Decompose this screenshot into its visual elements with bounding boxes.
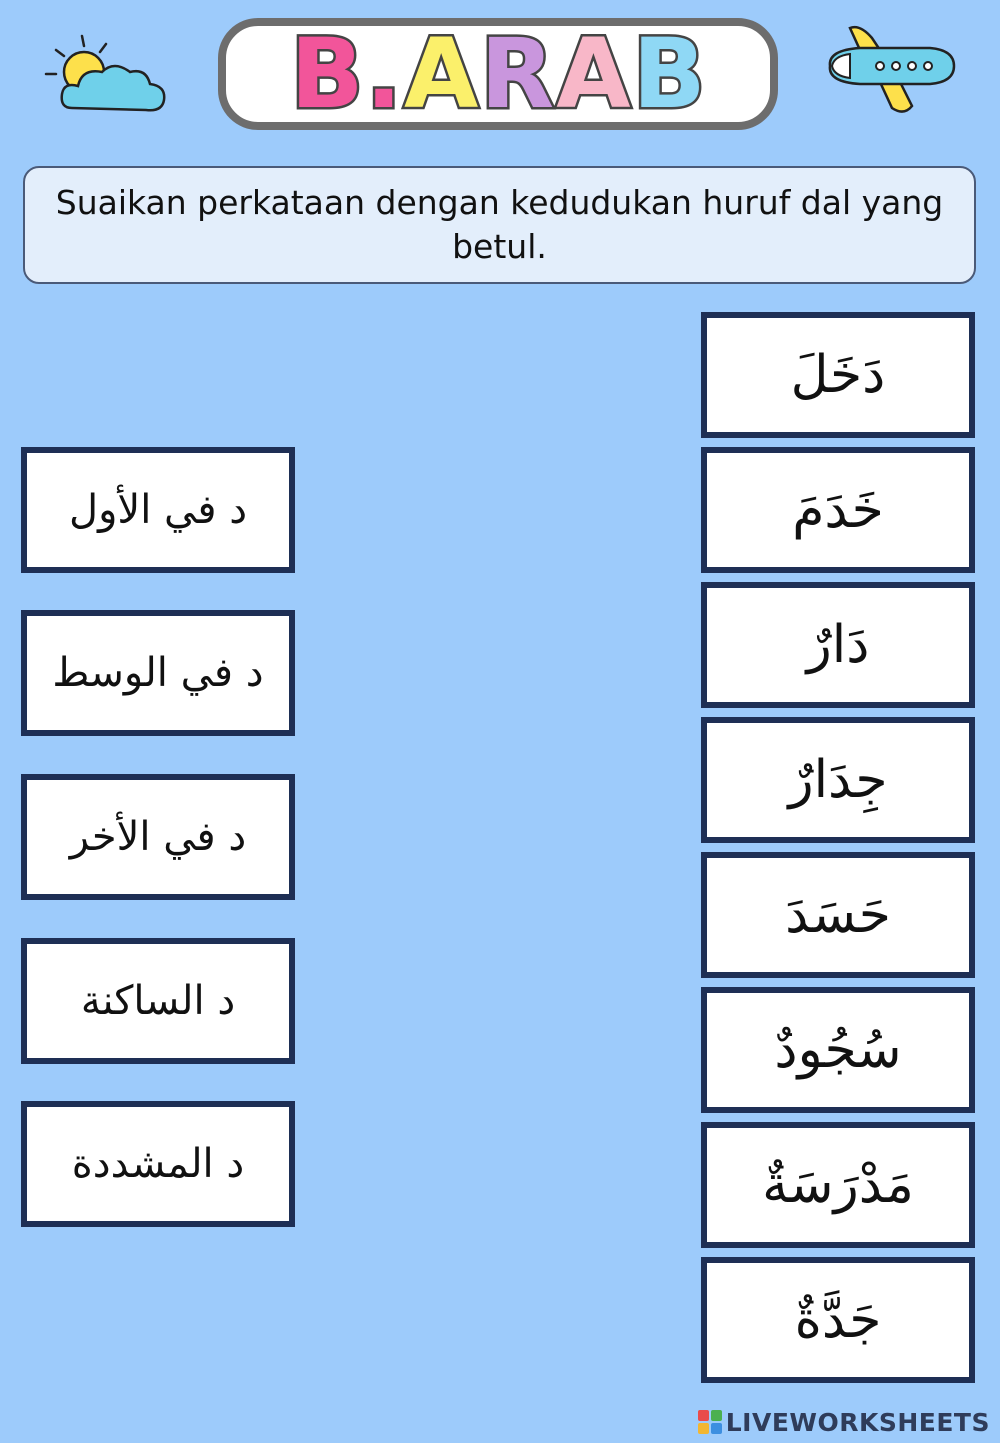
title-letter: B <box>290 18 364 130</box>
title-letter: R <box>480 18 555 130</box>
liveworksheets-brand[interactable] <box>698 1406 990 1438</box>
word-label: جِدَارٌ <box>788 750 888 810</box>
instruction-text: Suaikan perkataan dengan kedudukan huruf dal yang betul. <box>55 183 944 266</box>
category-label: د في الأول <box>69 487 248 533</box>
word-label: جَدَّةٌ <box>794 1290 882 1350</box>
title-letter: . <box>365 18 402 130</box>
category-label: د في الأخر <box>69 814 247 860</box>
word-label: مَدْرَسَةٌ <box>762 1155 914 1215</box>
category-card-middle[interactable] <box>21 610 295 736</box>
word-card[interactable] <box>701 987 975 1113</box>
word-card[interactable] <box>701 582 975 708</box>
word-label: دَخَلَ <box>790 345 886 405</box>
word-card[interactable] <box>701 312 975 438</box>
title-banner <box>218 18 778 130</box>
title-letter: A <box>556 18 631 130</box>
category-card-first[interactable] <box>21 447 295 573</box>
word-label: حَسَدَ <box>785 885 891 945</box>
category-card-last[interactable] <box>21 774 295 900</box>
title-letter: B <box>632 18 706 130</box>
sun-cloud-icon <box>42 30 182 120</box>
word-card[interactable] <box>701 852 975 978</box>
category-card-shaddah[interactable] <box>21 1101 295 1227</box>
header <box>0 0 1000 150</box>
word-label: سُجُودٌ <box>774 1020 902 1080</box>
category-label: د المشددة <box>71 1141 245 1187</box>
category-label: د في الوسط <box>52 650 264 696</box>
word-label: دَارٌ <box>806 615 870 675</box>
category-label: د الساكنة <box>80 978 236 1024</box>
airplane-icon <box>820 20 960 120</box>
brand-name: LIVEWORKSHEETS <box>725 1407 990 1437</box>
word-label: خَدَمَ <box>792 480 884 540</box>
word-card[interactable] <box>701 1122 975 1248</box>
liveworksheets-logo-icon <box>698 1410 722 1434</box>
category-card-sukun[interactable] <box>21 938 295 1064</box>
title-letter: A <box>403 18 479 130</box>
word-card[interactable] <box>701 447 975 573</box>
word-card[interactable] <box>701 1257 975 1383</box>
word-card[interactable] <box>701 717 975 843</box>
instruction-box <box>23 166 976 284</box>
